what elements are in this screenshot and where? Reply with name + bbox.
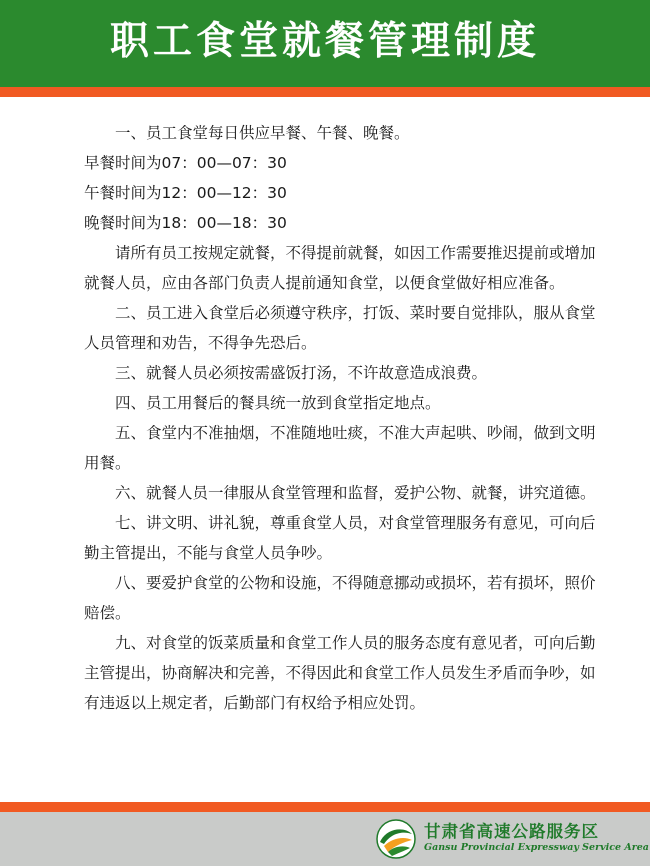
organization-name-cn: 甘肃省高速公路服务区	[424, 822, 599, 841]
rule-paragraph: 六、就餐人员一律服从食堂管理和监督，爱护公物、就餐，讲究道德。	[115, 484, 596, 502]
rule-paragraph: 请所有员工按规定就餐，不得提前就餐，如因工作需要推迟提前或增加就餐人员，应由各部门负责人提前通知食堂，以便食堂做好相应准备。	[84, 244, 596, 292]
organization-name-en: Gansu Provincial Expressway Service Area	[424, 842, 649, 853]
rule-paragraph: 一、员工食堂每日供应早餐、午餐、晚餐。	[115, 124, 410, 142]
header-accent-stripe	[0, 87, 650, 97]
rules-body	[84, 118, 604, 718]
rule-paragraph: 四、员工用餐后的餐具统一放到食堂指定地点。	[115, 394, 441, 412]
rule-paragraph: 五、食堂内不准抽烟，不准随地吐痰，不准大声起哄、吵闹，做到文明用餐。	[84, 424, 596, 472]
page-title: 职工食堂就餐管理制度	[109, 19, 540, 64]
rule-paragraph: 九、对食堂的饭菜质量和食堂工作人员的服务态度有意见者，可向后勤主管提出，协商解决和完善，不得因此和食堂工作人员发生矛盾而争吵，如有违返以上规定者，后勤部门有权给予相应处罚。	[84, 634, 596, 712]
footer-accent-stripe	[0, 802, 650, 812]
rule-paragraph: 早餐时间为07：00—07：30	[84, 154, 287, 172]
rule-paragraph: 午餐时间为12：00—12：30	[84, 184, 287, 202]
title-banner	[0, 0, 650, 87]
expressway-service-logo-icon	[374, 818, 418, 860]
rule-paragraph: 七、讲文明、讲礼貌，尊重食堂人员，对食堂管理服务有意见，可向后勤主管提出，不能与食堂人员争吵。	[84, 514, 596, 562]
rule-paragraph: 八、要爱护食堂的公物和设施，不得随意挪动或损坏，若有损坏，照价赔偿。	[84, 574, 596, 622]
rule-paragraph: 三、就餐人员必须按需盛饭打汤，不许故意造成浪费。	[115, 364, 488, 382]
rule-paragraph: 二、员工进入食堂后必须遵守秩序，打饭、菜时要自觉排队，服从食堂人员管理和劝告，不得争先恐后。	[84, 304, 596, 352]
rule-paragraph: 晚餐时间为18：00—18：30	[84, 214, 287, 232]
